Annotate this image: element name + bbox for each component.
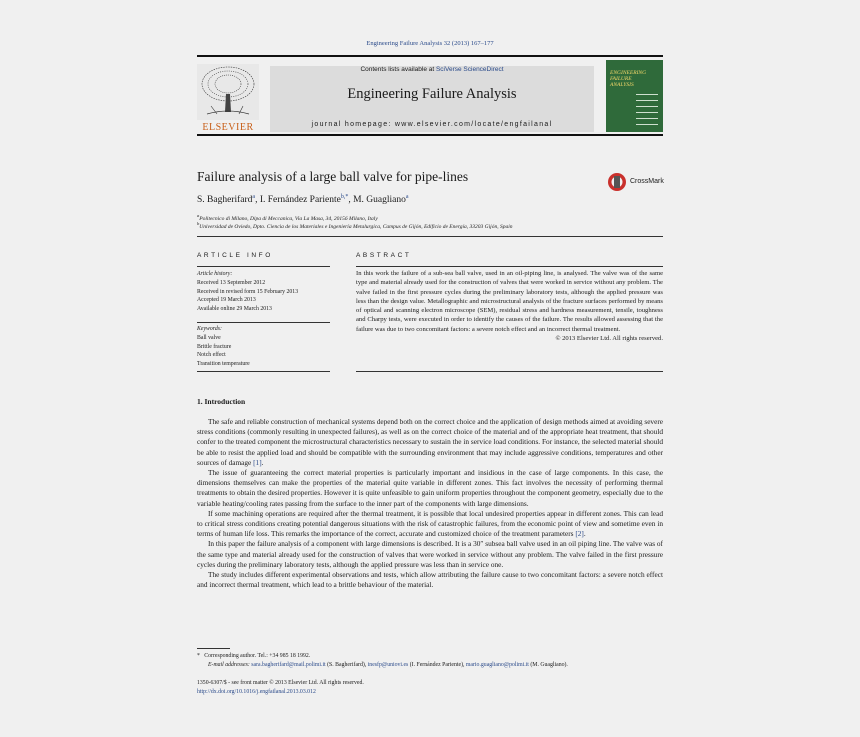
footnote-mark: * <box>197 653 200 659</box>
paragraph: The safe and reliable construction of mechanical systems depend both on the correct choice and the application of design methods aimed at avoiding severe stress conditions (commonly resulting in unexpected failures), as well as on the correct choice of the material and of the appropriate heat treatment, that should confer to the treated component the microstructural characteristics necessary to sustain the in service load conditions. For instance, the selected material should be able to resist the applied load and should be compatible with the surrounding environment that may include aggressive conditions, temperatures and other sources of damage [1]. <box>197 417 663 467</box>
paragraph: The issue of guaranteeing the correct material properties is particularly important and insidious in the case of large components. In this case, the dimensions themselves can make the properties of the material quite variable in different zones. This fact involves the necessity of performing thermal treatments to obtain the desired properties. However it is quite unfeasible to gain uniform properties throughout the component geometry, especially due to the variable heating/cooling rates passing from the surface to the inner part of the components with large dimensions. <box>197 468 663 508</box>
divider <box>197 266 330 267</box>
history-item: Received in revised form 15 February 2013 <box>197 288 299 295</box>
introduction-heading: 1. Introduction <box>197 397 246 406</box>
paragraph: The study includes different experimental observations and tests, which allow attributing the failure cause to two concomitant factors: a severe notch effect and incorrect thermal treatment, which lead to a brittle behaviour of the material. <box>197 570 663 590</box>
divider <box>356 371 663 372</box>
crossmark-button[interactable] <box>607 172 665 192</box>
email-label: E-mail addresses: <box>208 661 250 668</box>
keyword: Ball valve <box>197 334 221 341</box>
abstract-text: In this work the failure of a sub-sea ball valve, used in an oil-piping line, is analysed. The valve was of the same type and material already used for the construction of valves that were worked in service without any problem. The valve failed in the first pressure cycles during the preliminary laboratory tests, although the applied pressure was less than the design value. Metallographic and microstructural analysis of the fracture surfaces performed by means of optical and scanning electron microscope (SEM), residual stress and hardness measurement, tensile, toughness and Charpy tests, were executed in order to identify the causes of the failure. The results allowed assessing that the failure was due to two concomitant factors: a severe notch effect and an incorrect thermal treatment. <box>356 270 663 333</box>
issn-block <box>197 679 364 696</box>
issn-line: 1350-6307/$ - see front matter © 2013 Elsevier Ltd. All rights reserved. <box>197 680 364 686</box>
keyword: Brittle fracture <box>197 343 232 350</box>
journal-banner <box>270 66 594 132</box>
journal-homepage[interactable]: journal homepage: www.elsevier.com/locate/engfailanal <box>311 121 553 128</box>
crossmark-icon <box>607 172 627 192</box>
header-top-rule <box>197 55 663 57</box>
contents-line: Contents lists available at SciVerse ScienceDirect <box>360 66 504 73</box>
footnote-rule <box>197 648 230 649</box>
divider <box>197 371 330 372</box>
paragraph: In this paper the failure analysis of a component with large dimensions is described. It is a 30″ subsea ball valve used in an oil piping line. The valve was of the same type and material already used for the construction of valves that were worked in service without any problem. The valve failed in the first pressure cycles during the preliminary laboratory tests, although the applied pressure was less than in service one. <box>197 539 663 569</box>
divider <box>197 322 330 323</box>
history-label: Article history: <box>197 271 233 277</box>
author-separator: , <box>255 195 260 206</box>
article-info-heading: ARTICLE INFO <box>197 252 273 259</box>
abstract-heading: ABSTRACT <box>356 252 412 259</box>
email-link[interactable]: sara.bagherifard@mail.polimi.it <box>251 661 326 668</box>
cover-title: ENGINEERING FAILURE ANALYSIS <box>610 70 647 88</box>
journal-reference[interactable]: Engineering Failure Analysis 32 (2013) 167–177 <box>366 40 494 47</box>
introduction-body <box>197 417 663 590</box>
author-name[interactable]: I. Fernández Pariente <box>259 195 341 206</box>
divider <box>197 236 663 237</box>
email-link[interactable]: inesfp@uniovi.es <box>367 661 409 668</box>
article-title: Failure analysis of a large ball valve for pipe-lines <box>197 169 469 184</box>
abstract-body <box>356 269 663 343</box>
article-history <box>197 270 330 314</box>
sciencedirect-link[interactable]: SciVerse ScienceDirect <box>435 66 504 73</box>
publisher-name[interactable]: ELSEVIER <box>202 122 254 133</box>
reference-link[interactable]: [1] <box>253 457 262 467</box>
reference-link[interactable]: [2] <box>575 529 584 539</box>
corresponding-author: Corresponding author. Tel.: +34 985 18 1992. <box>204 653 311 659</box>
doi-link[interactable]: http://dx.doi.org/10.1016/j.engfailanal.2013.03.012 <box>197 688 316 695</box>
author-name[interactable]: M. Guagliano <box>353 195 406 206</box>
author-affiliation-mark[interactable]: b,* <box>340 194 349 200</box>
affiliation: $^b$Universidad de Oviedo, Dpto. Ciencia de los Materiales e Ingeniería Metalurgica, Campus de Gijón, Edificio de Energía, 33203 Gijón, Spain <box>197 221 513 230</box>
crossmark-label: CrossMark <box>630 178 664 185</box>
author-affiliation-mark[interactable]: a <box>405 194 409 200</box>
header-bottom-rule <box>197 134 663 136</box>
author-separator: , <box>348 195 354 206</box>
history-item: Received 13 September 2012 <box>197 279 266 286</box>
affiliation: $^a$Politecnico di Milano, Dipa di Meccanica, Via La Masa, 34, 20156 Milano, Italy <box>197 213 378 222</box>
keyword: Transition temperature <box>197 361 250 368</box>
author-list <box>197 194 409 205</box>
divider <box>356 266 663 267</box>
journal-cover[interactable] <box>606 60 663 132</box>
keywords <box>197 325 330 369</box>
cover-decoration <box>636 94 658 130</box>
paragraph: If some machining operations are required after the thermal treatment, it is possible that local undesired properties appear in different zones. This can lead to critical stress conditions creating potential dangerous situations with the risk of catastrophic failures, from the economic point of view and sometime even in terms of human life loss. This remarks the importance of the correct, accurate and customized choice of the treatment parameters [2]. <box>197 508 663 539</box>
author-name[interactable]: S. Bagherifard <box>197 195 253 206</box>
author-affiliation-mark[interactable]: a <box>252 194 256 200</box>
journal-name: Engineering Failure Analysis <box>347 86 517 102</box>
email-link[interactable]: mario.guagliano@polimi.it <box>465 661 529 668</box>
history-item: Available online 29 March 2013 <box>197 306 272 313</box>
paper-page <box>197 38 663 703</box>
keywords-label: Keywords: <box>197 326 222 332</box>
footnote: * Corresponding author. Tel.: +34 985 18 1992. E-mail addresses: sara.bagherifard@mail.polimi.it (S. Bagherifard), inesfp@uniovi.es (I. Fernández Pariente), mario.guagliano@polimi.it (M. Guagliano). <box>197 653 568 668</box>
keyword: Notch effect <box>197 352 226 359</box>
abstract-copyright: © 2013 Elsevier Ltd. All rights reserved. <box>555 335 663 343</box>
elsevier-tree-icon <box>197 64 259 120</box>
history-item: Accepted 19 March 2013 <box>197 297 256 304</box>
